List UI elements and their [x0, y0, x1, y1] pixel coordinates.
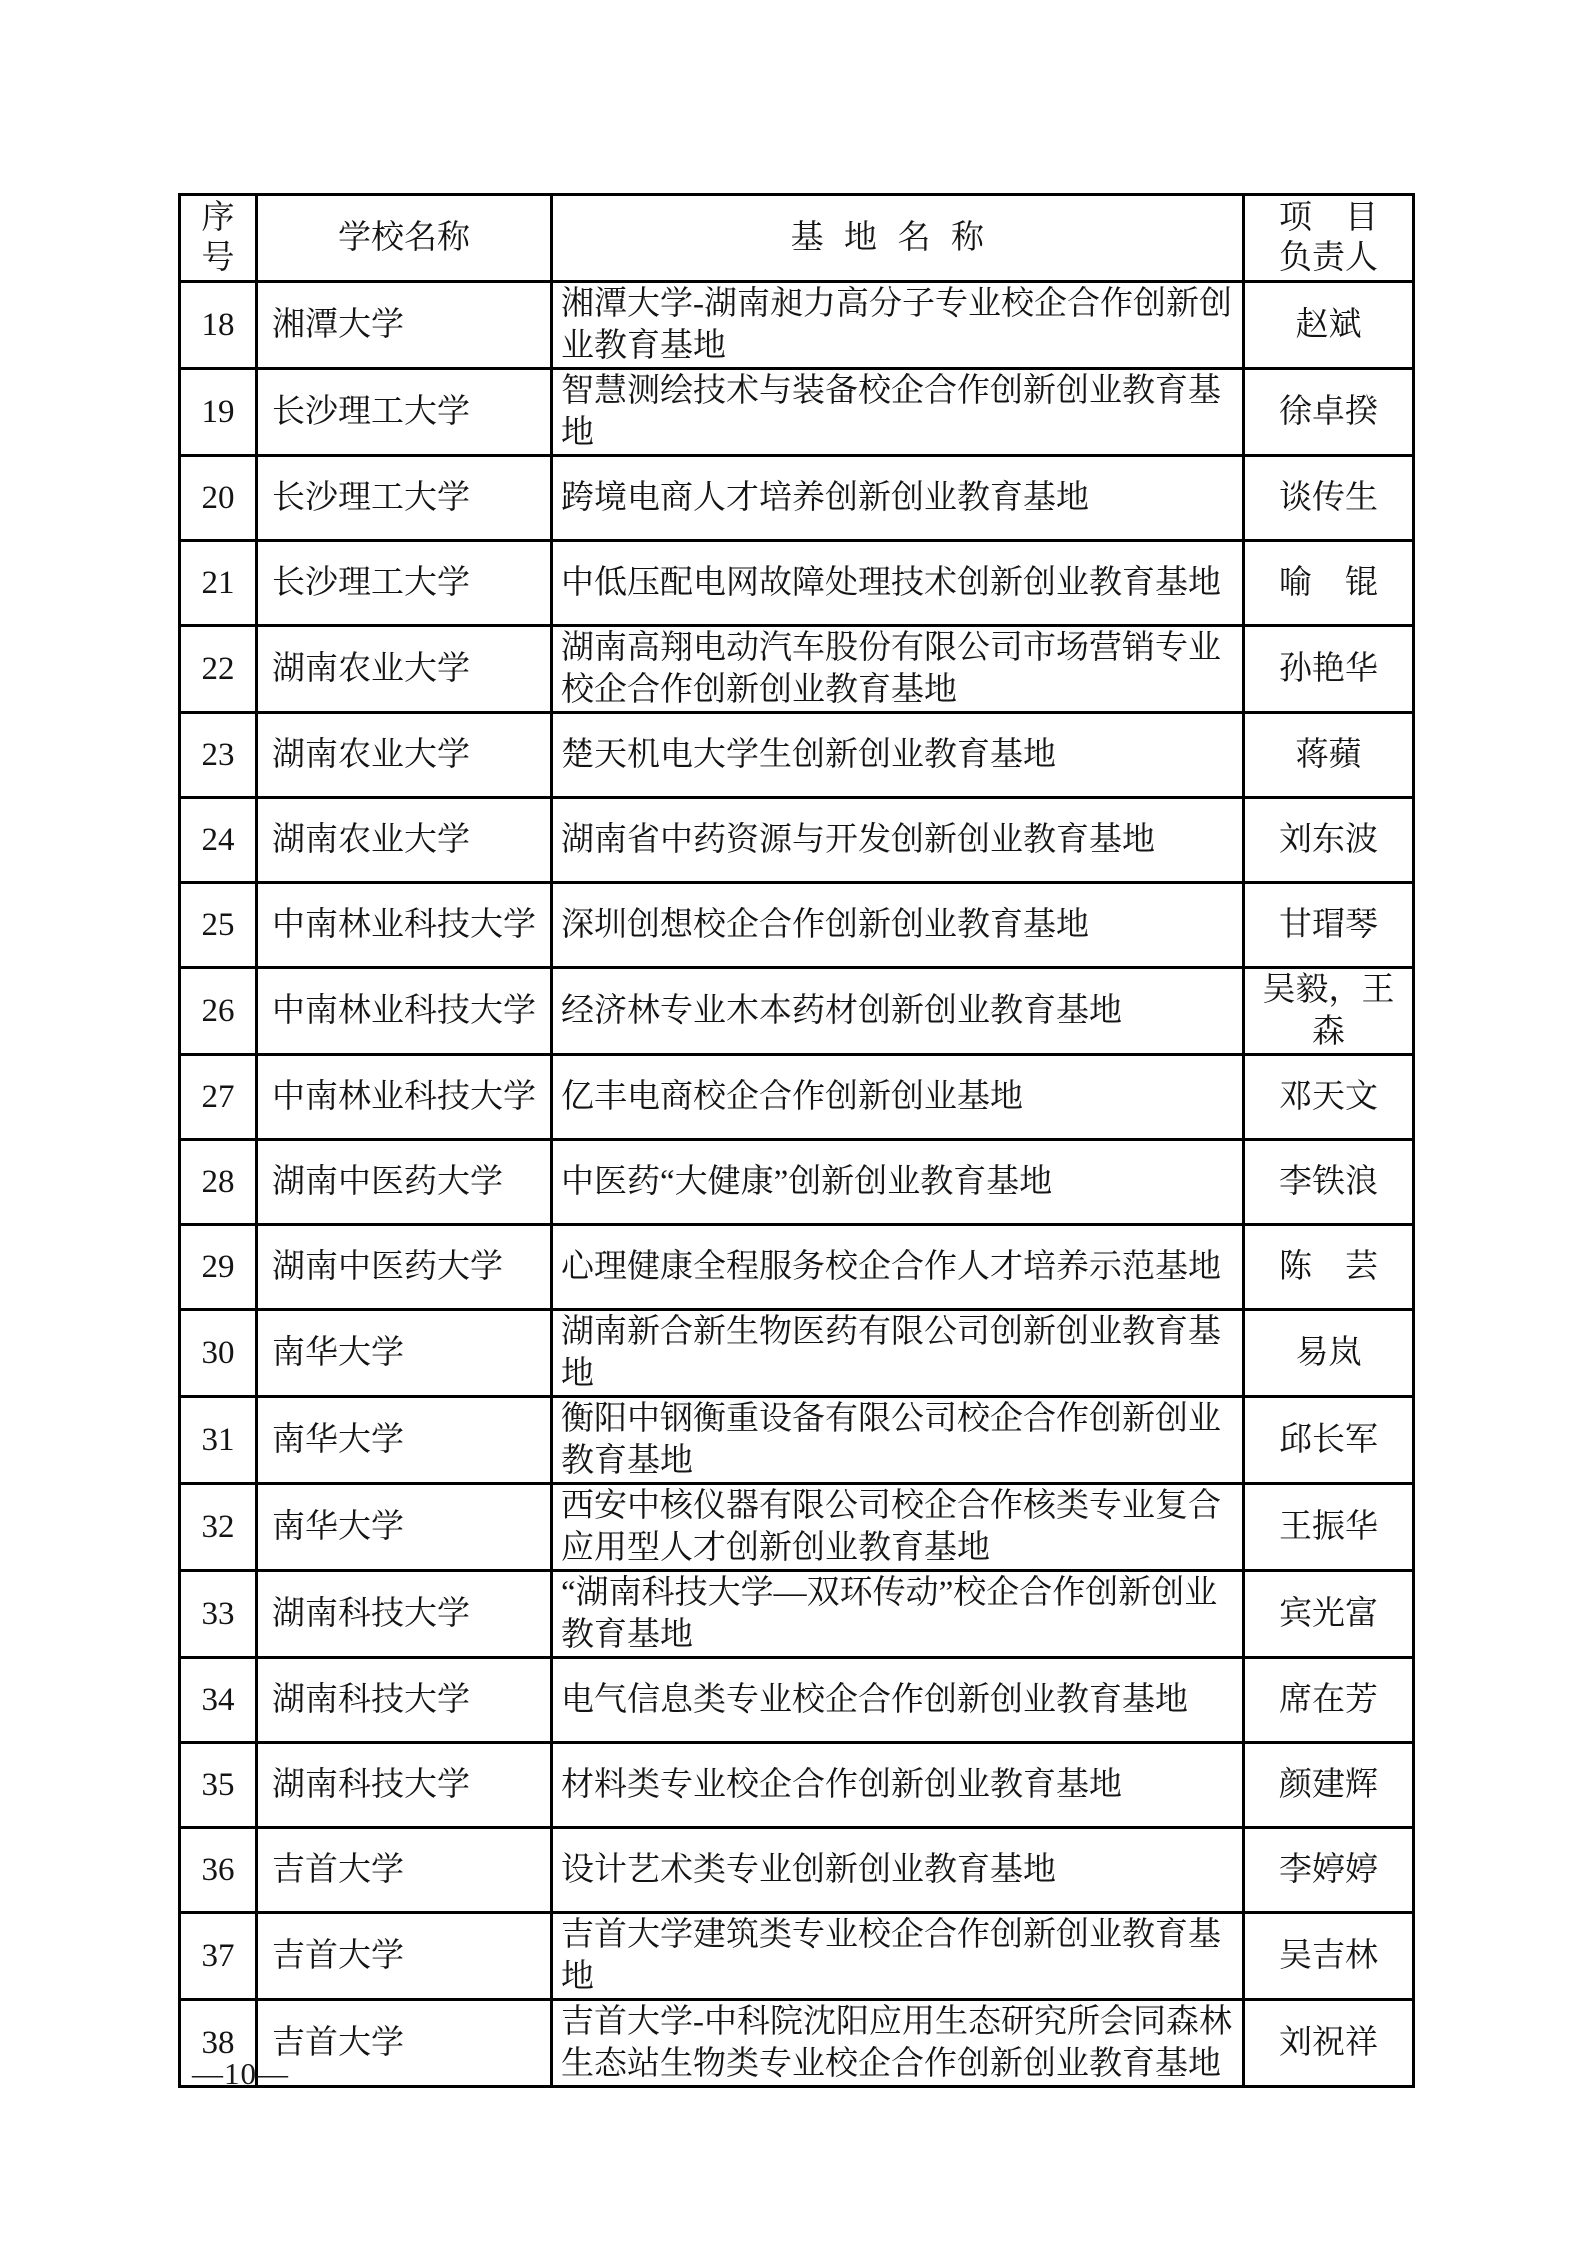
header-leader-line1: 项 目 — [1279, 200, 1378, 236]
leader-cell: 甘瑁琴 — [1244, 883, 1414, 968]
leader-cell: 吴毅，王森 — [1244, 968, 1414, 1055]
row-number-cell: 20 — [180, 456, 257, 541]
header-leader-line2: 负责人 — [1279, 240, 1378, 276]
table-row — [180, 1225, 1414, 1310]
school-name-cell: 吉首大学 — [257, 2000, 552, 2087]
table-row — [180, 1743, 1414, 1828]
row-number-cell: 21 — [180, 541, 257, 626]
leader-cell: 蒋蘋 — [1244, 713, 1414, 798]
table-row — [180, 798, 1414, 883]
table-row — [180, 1310, 1414, 1397]
leader-cell: 孙艳华 — [1244, 626, 1414, 713]
school-name-cell: 长沙理工大学 — [257, 456, 552, 541]
leader-cell: 徐卓揆 — [1244, 369, 1414, 456]
school-name-cell: 南华大学 — [257, 1310, 552, 1397]
base-name-cell: 智慧测绘技术与装备校企合作创新创业教育基地 — [552, 369, 1244, 456]
row-number-cell: 18 — [180, 282, 257, 369]
school-name-cell: 长沙理工大学 — [257, 369, 552, 456]
school-name-cell: 湖南科技大学 — [257, 1658, 552, 1743]
school-name-cell: 长沙理工大学 — [257, 541, 552, 626]
base-name-cell: 吉首大学-中科院沈阳应用生态研究所会同森林生态站生物类专业校企合作创新创业教育基地 — [552, 2000, 1244, 2087]
school-name-cell: 吉首大学 — [257, 1828, 552, 1913]
base-name-cell: 深圳创想校企合作创新创业教育基地 — [552, 883, 1244, 968]
base-name-cell: 吉首大学建筑类专业校企合作创新创业教育基地 — [552, 1913, 1244, 2000]
header-school: 学校名称 — [257, 195, 552, 282]
row-number-cell: 29 — [180, 1225, 257, 1310]
page-number: —10— — [192, 2056, 289, 2091]
school-name-cell: 湖南中医药大学 — [257, 1140, 552, 1225]
leader-cell: 刘祝祥 — [1244, 2000, 1414, 2087]
row-number-cell: 32 — [180, 1484, 257, 1571]
row-number-cell: 28 — [180, 1140, 257, 1225]
row-number-cell: 19 — [180, 369, 257, 456]
table-row — [180, 1140, 1414, 1225]
row-number-cell: 27 — [180, 1055, 257, 1140]
row-number-cell: 22 — [180, 626, 257, 713]
table-row — [180, 713, 1414, 798]
leader-cell: 易岚 — [1244, 1310, 1414, 1397]
header-base: 基地名称 — [552, 195, 1244, 282]
table-row — [180, 883, 1414, 968]
table-row — [180, 1397, 1414, 1484]
row-number-cell: 38 — [180, 2000, 257, 2087]
leader-cell: 刘东波 — [1244, 798, 1414, 883]
leader-cell: 喻 锟 — [1244, 541, 1414, 626]
leader-cell: 谈传生 — [1244, 456, 1414, 541]
table-row — [180, 1658, 1414, 1743]
school-name-cell: 中南林业科技大学 — [257, 883, 552, 968]
table-row — [180, 369, 1414, 456]
table-row — [180, 1484, 1414, 1571]
leader-cell: 赵斌 — [1244, 282, 1414, 369]
base-name-cell: 心理健康全程服务校企合作人才培养示范基地 — [552, 1225, 1244, 1310]
table-row — [180, 541, 1414, 626]
header-index-line2: 号 — [201, 240, 235, 276]
table-row — [180, 2000, 1414, 2087]
table-row — [180, 968, 1414, 1055]
leader-cell: 吴吉林 — [1244, 1913, 1414, 2000]
base-list-table — [178, 193, 1415, 2088]
row-number-cell: 34 — [180, 1658, 257, 1743]
header-row — [180, 195, 1414, 282]
leader-cell: 邓天文 — [1244, 1055, 1414, 1140]
school-name-cell: 湘潭大学 — [257, 282, 552, 369]
row-number-cell: 35 — [180, 1743, 257, 1828]
base-name-cell: 湖南高翔电动汽车股份有限公司市场营销专业校企合作创新创业教育基地 — [552, 626, 1244, 713]
row-number-cell: 23 — [180, 713, 257, 798]
header-index — [180, 195, 257, 282]
leader-cell: 王振华 — [1244, 1484, 1414, 1571]
school-name-cell: 湖南科技大学 — [257, 1571, 552, 1658]
row-number-cell: 37 — [180, 1913, 257, 2000]
leader-cell: 陈 芸 — [1244, 1225, 1414, 1310]
base-name-cell: 湖南新合新生物医药有限公司创新创业教育基地 — [552, 1310, 1244, 1397]
school-name-cell: 南华大学 — [257, 1397, 552, 1484]
table-row — [180, 1055, 1414, 1140]
base-name-cell: 亿丰电商校企合作创新创业基地 — [552, 1055, 1244, 1140]
header-leader — [1244, 195, 1414, 282]
row-number-cell: 36 — [180, 1828, 257, 1913]
school-name-cell: 中南林业科技大学 — [257, 1055, 552, 1140]
school-name-cell: 湖南农业大学 — [257, 713, 552, 798]
row-number-cell: 30 — [180, 1310, 257, 1397]
leader-cell: 席在芳 — [1244, 1658, 1414, 1743]
table-row — [180, 626, 1414, 713]
school-name-cell: 中南林业科技大学 — [257, 968, 552, 1055]
row-number-cell: 33 — [180, 1571, 257, 1658]
base-name-cell: “湖南科技大学—双环传动”校企合作创新创业教育基地 — [552, 1571, 1244, 1658]
leader-cell: 李铁浪 — [1244, 1140, 1414, 1225]
table-row — [180, 1828, 1414, 1913]
base-name-cell: 跨境电商人才培养创新创业教育基地 — [552, 456, 1244, 541]
row-number-cell: 31 — [180, 1397, 257, 1484]
base-name-cell: 材料类专业校企合作创新创业教育基地 — [552, 1743, 1244, 1828]
base-name-cell: 中低压配电网故障处理技术创新创业教育基地 — [552, 541, 1244, 626]
table-row — [180, 1913, 1414, 2000]
header-index-line1: 序 — [201, 200, 235, 236]
table-row — [180, 456, 1414, 541]
base-name-cell: 楚天机电大学生创新创业教育基地 — [552, 713, 1244, 798]
school-name-cell: 湖南中医药大学 — [257, 1225, 552, 1310]
leader-cell: 邱长军 — [1244, 1397, 1414, 1484]
school-name-cell: 湖南农业大学 — [257, 626, 552, 713]
base-name-cell: 中医药“大健康”创新创业教育基地 — [552, 1140, 1244, 1225]
base-name-cell: 湖南省中药资源与开发创新创业教育基地 — [552, 798, 1244, 883]
school-name-cell: 湖南农业大学 — [257, 798, 552, 883]
school-name-cell: 湖南科技大学 — [257, 1743, 552, 1828]
base-name-cell: 衡阳中钢衡重设备有限公司校企合作创新创业教育基地 — [552, 1397, 1244, 1484]
leader-cell: 颜建辉 — [1244, 1743, 1414, 1828]
base-name-cell: 电气信息类专业校企合作创新创业教育基地 — [552, 1658, 1244, 1743]
school-name-cell: 吉首大学 — [257, 1913, 552, 2000]
table-row — [180, 282, 1414, 369]
base-name-cell: 西安中核仪器有限公司校企合作核类专业复合应用型人才创新创业教育基地 — [552, 1484, 1244, 1571]
base-name-cell: 湘潭大学-湖南昶力高分子专业校企合作创新创业教育基地 — [552, 282, 1244, 369]
base-name-cell: 经济林专业木本药材创新创业教育基地 — [552, 968, 1244, 1055]
leader-cell: 宾光富 — [1244, 1571, 1414, 1658]
row-number-cell: 25 — [180, 883, 257, 968]
row-number-cell: 24 — [180, 798, 257, 883]
base-name-cell: 设计艺术类专业创新创业教育基地 — [552, 1828, 1244, 1913]
table-row — [180, 1571, 1414, 1658]
leader-cell: 李婷婷 — [1244, 1828, 1414, 1913]
row-number-cell: 26 — [180, 968, 257, 1055]
school-name-cell: 南华大学 — [257, 1484, 552, 1571]
